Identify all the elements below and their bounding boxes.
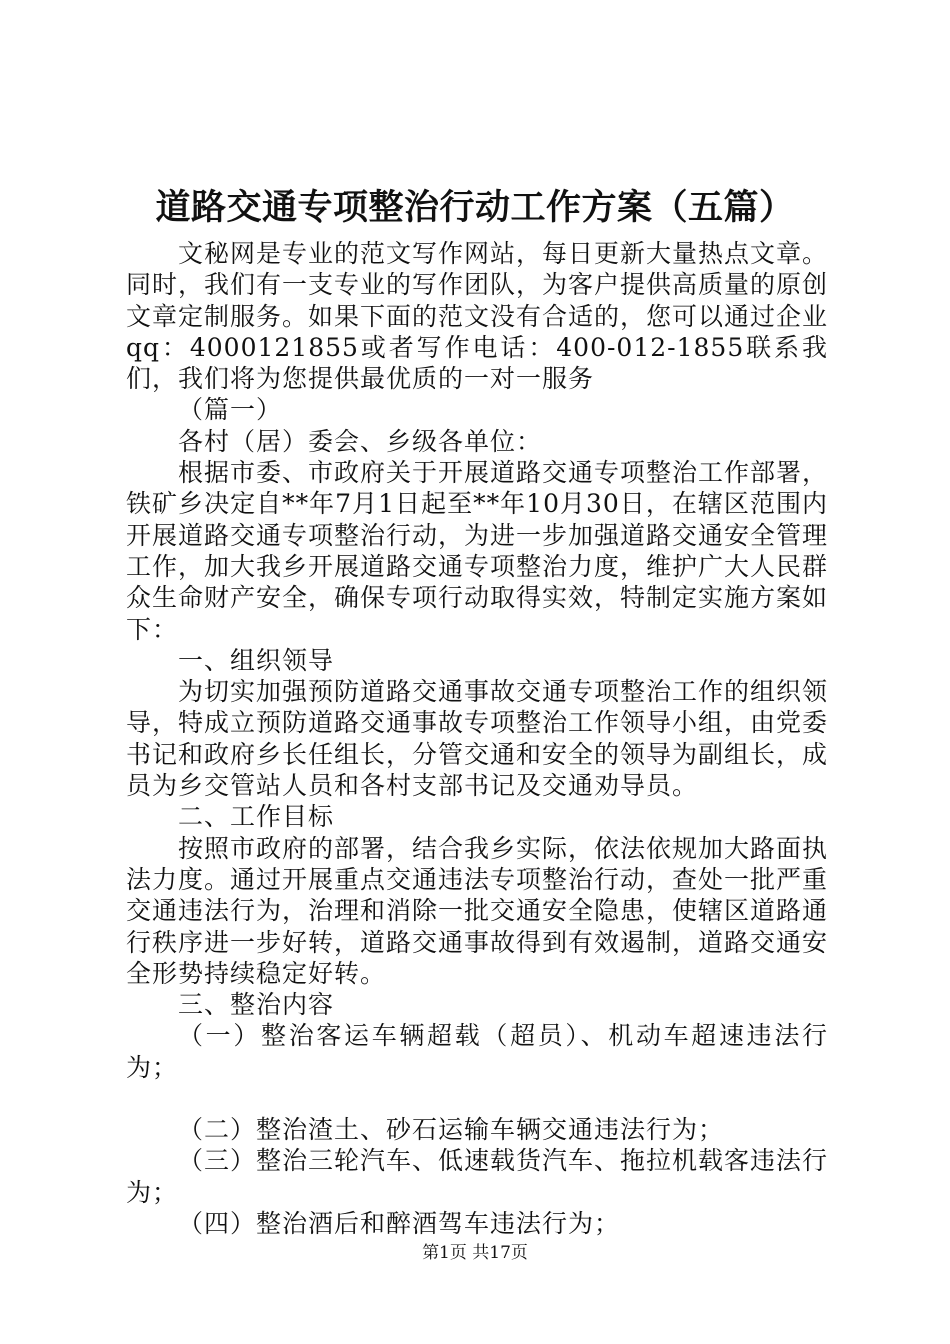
section-text-goals: 按照市政府的部署，结合我乡实际，依法依规加大路面执法力度。通过开展重点交通违法专项整治行动，查处一批严重交通违法行为，治理和消除一批交通安全隐患，使辖区道路通行秩序进一步好转，道路交通事故得到有效遏制，道路交通安全形势持续稳定好转。 (126, 833, 829, 988)
section-heading-content: 三、整治内容 (178, 990, 335, 1020)
list-item: （三）整治三轮汽车、低速载货汽车、拖拉机载客违法行为； (126, 1146, 829, 1207)
part-heading: （篇一） (178, 395, 283, 425)
blank-line (126, 1083, 828, 1114)
salutation: 各村（居）委会、乡级各单位： (178, 426, 543, 456)
intro-paragraph: 文秘网是专业的范文写作网站，每日更新大量热点文章。同时，我们有一支专业的写作团队，为客户提供高质量的原创文章定制服务。如果下面的范文没有合适的，您可以通过企业qq：4000121855或者写作电话：400-012-1855联系我们，我们将为您提供最优质的一对一服务 (126, 239, 829, 394)
document-body (126, 238, 828, 1239)
section-heading-organization: 一、组织领导 (178, 645, 335, 675)
opening-paragraph: 根据市委、市政府关于开展道路交通专项整治工作部署，铁矿乡决定自**年7月1日起至**年10月30日，在辖区范围内开展道路交通专项整治行动，为进一步加强道路交通安全管理工作，加大我乡开展道路交通专项整治力度，维护广大人民群众生命财产安全，确保专项行动取得实效，特制定实施方案如下： (126, 458, 829, 644)
section-heading-goals: 二、工作目标 (178, 802, 335, 832)
page-footer: 第1页 共17页 (422, 1243, 528, 1263)
list-item: （四）整治酒后和醉酒驾车违法行为； (178, 1208, 621, 1238)
document-title: 道路交通专项整治行动工作方案（五篇） (155, 187, 795, 228)
list-item: （一）整治客运车辆超载（超员）、机动车超速违法行为； (126, 1021, 828, 1082)
section-text-organization: 为切实加强预防道路交通事故交通专项整治工作的组织领导，特成立预防道路交通事故专项整治工作领导小组，由党委书记和政府乡长任组长，分管交通和安全的领导为副组长，成员为乡交管站人员和各村支部书记及交通劝导员。 (126, 677, 829, 801)
list-item: （二）整治渣土、砂石运输车辆交通违法行为； (178, 1115, 725, 1145)
